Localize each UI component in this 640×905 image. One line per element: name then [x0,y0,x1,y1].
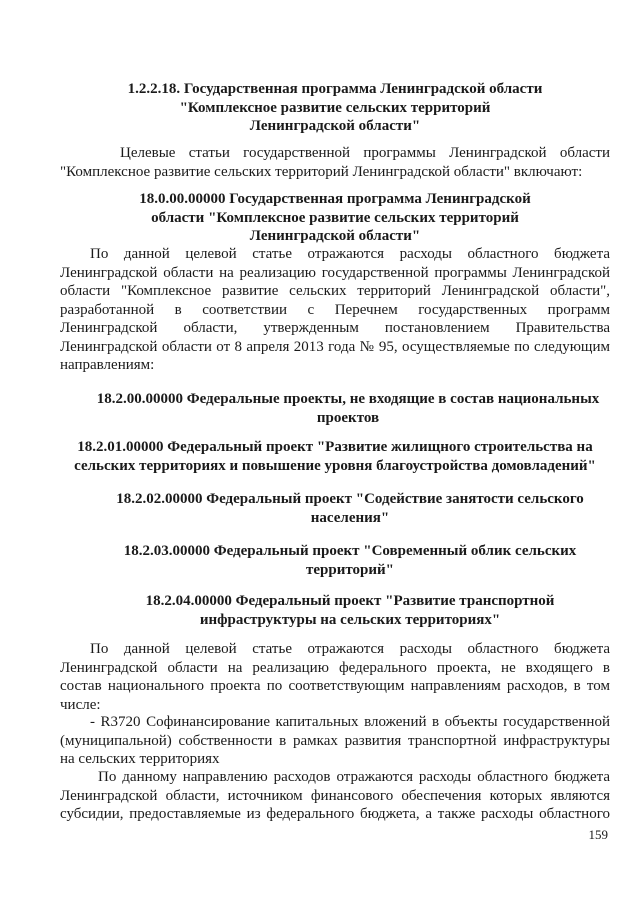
housing-project-heading [60,438,610,475]
heading-line: 18.2.02.00000 Федеральный проект "Содействие занятости сельского [116,491,584,507]
paragraph-line: субсидии, предоставляемые из федерального бюджета, а также расходы областного [60,806,610,822]
heading-line: Ленинградской области" [249,118,421,134]
heading-line: 18.0.00.00000 Государственная программа Ленинградской [139,191,531,207]
paragraph-line: направлениям: [60,357,155,373]
heading-line: 18.2.00.00000 Федеральные проекты, не входящие в состав национальных [96,391,600,407]
expense-item-r3720 [60,713,610,769]
heading-line: Ленинградской области" [249,228,421,244]
paragraph-line: - R3720 Софинансирование капитальных вложений в объекты государственной [90,714,610,730]
paragraph-line: По данной целевой статье отражаются расходы областного бюджета [90,246,610,262]
paragraph-line: числе: [60,696,101,713]
paragraph-line: (муниципальной) собственности в рамках развития транспортной инфраструктуры [60,732,610,749]
paragraph-line: Целевые статьи государственной программы Ленинградской области [120,145,610,161]
heading-line: 1.2.2.18. Государственная программа Ленинградской области [127,81,543,97]
paragraph-line: на сельских территориях [60,751,220,767]
program-code-heading [60,190,610,246]
federal-projects-heading [88,390,608,427]
program-heading [60,80,610,136]
page-number: 159 [588,827,608,842]
heading-line: "Комплексное развитие сельских территорий [179,99,491,116]
paragraph-line: Ленинградской области, утвержденным постановлением Правительства [60,320,610,336]
heading-line: сельских территориях и повышение уровня благоустройства домовладений" [74,457,596,474]
paragraph-line: Ленинградской области на реализацию государственной программы Ленинградской [60,264,610,281]
rural-appearance-project-heading [100,542,600,579]
heading-line: 18.2.01.00000 Федеральный проект "Развитие жилищного строительства на [77,439,593,455]
paragraph-line: состав национального проекта по соответствующим направлениям расходов, в том [60,678,610,694]
heading-line: области "Комплексное развитие сельских территорий [151,209,519,226]
heading-line: 18.2.03.00000 Федеральный проект "Современный облик сельских [123,543,577,559]
heading-line: территорий" [306,561,394,578]
paragraph-line: разработанной в соответствии с Перечнем государственных программ [60,301,610,318]
heading-line: проектов [316,409,380,426]
intro-paragraph [60,144,610,181]
heading-line: инфраструктуры на сельских территориях" [199,611,501,628]
paragraph-line: области "Комплексное развитие сельских территорий Ленинградской области", [60,283,610,299]
paragraph-line: Ленинградской области на реализацию федерального проекта, не входящего в [60,659,610,676]
program-description [60,245,610,375]
transport-project-heading [100,592,600,629]
paragraph-line: "Комплексное развитие сельских территорий Ленинградской области" включают: [60,163,583,180]
federal-project-description [60,640,610,714]
paragraph-line: По данной целевой статье отражаются расходы областного бюджета [90,641,610,657]
paragraph-line: По данному направлению расходов отражаются расходы областного бюджета [98,769,610,785]
heading-line: 18.2.04.00000 Федеральный проект "Развитие транспортной [145,593,555,609]
heading-line: населения" [310,509,390,526]
employment-project-heading [100,490,600,527]
paragraph-line: Ленинградской области от 8 апреля 2013 года № 95, осуществляемые по следующим [60,338,610,355]
paragraph-line: Ленинградской области, источником финансового обеспечения которых являются [60,787,610,804]
expense-direction-description [60,768,610,824]
